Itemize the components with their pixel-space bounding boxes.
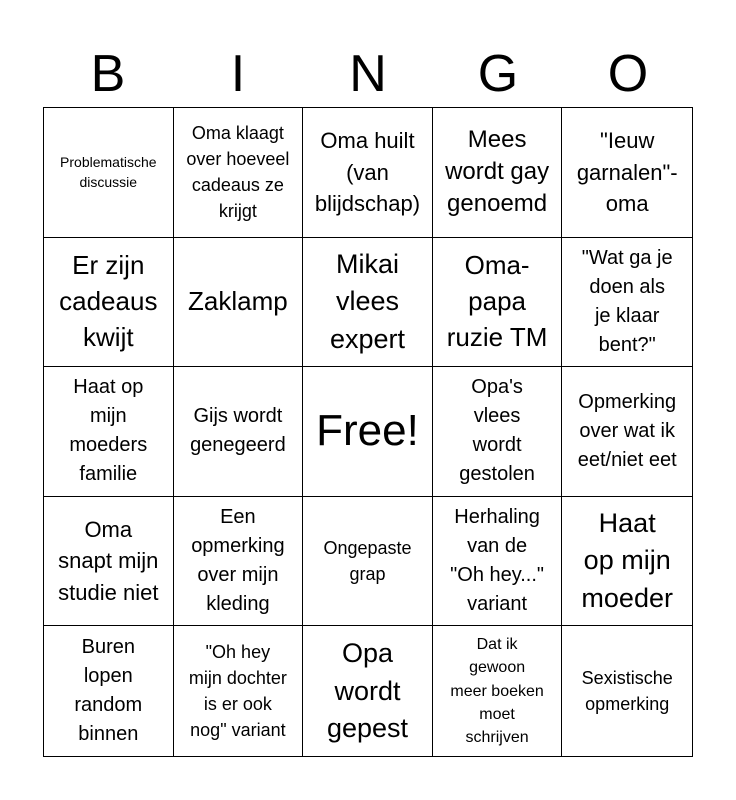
bingo-cell[interactable]	[562, 108, 692, 238]
bingo-cell-text: Oma klaagt over hoeveel cadeaus ze krijgt	[186, 123, 290, 222]
bingo-cell-text: Buren lopen random binnen	[74, 636, 143, 746]
header-letter-n: N	[349, 45, 387, 103]
bingo-cell-text: Mees wordt gay genoemd	[445, 126, 550, 218]
bingo-cell-text: Opa wordt gepest	[326, 638, 409, 743]
bingo-cell-text: Oma- papa ruzie TM	[446, 250, 548, 352]
bingo-cell-text: Opa's vlees wordt gestolen	[459, 376, 535, 486]
bingo-cell[interactable]	[433, 238, 563, 368]
bingo-cell-text: Haat op mijn moeders familie	[69, 376, 148, 486]
bingo-cell[interactable]	[303, 497, 433, 627]
bingo-cell-text: Een opmerking over mijn kleding	[191, 506, 285, 616]
bingo-cell-text: Herhaling van de "Oh hey..." variant	[450, 506, 545, 616]
bingo-header	[43, 40, 693, 108]
bingo-cell-text: Haat op mijn moeder	[581, 508, 673, 613]
bingo-cell-text: Er zijn cadeaus kwijt	[59, 250, 158, 352]
header-letter-g: G	[477, 45, 519, 103]
bingo-cell-text: Mikai vlees expert	[329, 249, 406, 354]
bingo-cell[interactable]	[174, 626, 304, 756]
bingo-cell[interactable]	[44, 238, 174, 368]
bingo-cell-text: Zaklamp	[188, 285, 288, 316]
bingo-cell[interactable]	[44, 497, 174, 627]
bingo-cell-text: Sexistische opmerking	[581, 668, 673, 715]
bingo-cell-text: "Oh hey mijn dochter is er ook nog" variant	[188, 642, 287, 741]
bingo-cell-text: Problematische discussie	[60, 154, 157, 191]
bingo-cell[interactable]	[562, 238, 692, 368]
free-cell[interactable]	[303, 367, 433, 497]
bingo-cell[interactable]	[562, 367, 692, 497]
header-letter-b: B	[90, 45, 126, 103]
bingo-cell[interactable]	[44, 626, 174, 756]
bingo-cell[interactable]	[433, 367, 563, 497]
bingo-cell[interactable]	[562, 626, 692, 756]
bingo-cell-text: "Ieuw garnalen"- oma	[576, 128, 678, 216]
bingo-cell[interactable]	[44, 367, 174, 497]
bingo-cell[interactable]	[303, 238, 433, 368]
bingo-cell[interactable]	[303, 108, 433, 238]
bingo-cell-text: Oma snapt mijn studie niet	[58, 517, 159, 605]
bingo-cell-text: Gijs wordt genegeerd	[190, 405, 286, 457]
bingo-cell[interactable]	[433, 626, 563, 756]
bingo-board	[43, 107, 693, 757]
bingo-cell[interactable]	[174, 108, 304, 238]
header-letter-i: I	[230, 45, 246, 103]
bingo-cell-text: Opmerking over wat ik eet/niet eet	[577, 390, 677, 471]
bingo-cell[interactable]	[562, 497, 692, 627]
header-letter-o: O	[607, 45, 649, 103]
bingo-cell-text: Dat ik gewoon meer boeken moet schrijven	[450, 636, 544, 746]
bingo-cell-text: Ongepaste grap	[323, 538, 412, 585]
bingo-cell[interactable]	[174, 497, 304, 627]
bingo-cell[interactable]	[174, 367, 304, 497]
bingo-cell[interactable]	[433, 108, 563, 238]
bingo-cell[interactable]	[174, 238, 304, 368]
bingo-cell[interactable]	[44, 108, 174, 238]
bingo-cell-text: Oma huilt (van blijdschap)	[314, 128, 421, 216]
bingo-cell-text: "Wat ga je doen als je klaar bent?"	[581, 246, 673, 356]
bingo-cell[interactable]	[433, 497, 563, 627]
bingo-cell[interactable]	[303, 626, 433, 756]
free-cell-text: Free!	[316, 406, 419, 456]
